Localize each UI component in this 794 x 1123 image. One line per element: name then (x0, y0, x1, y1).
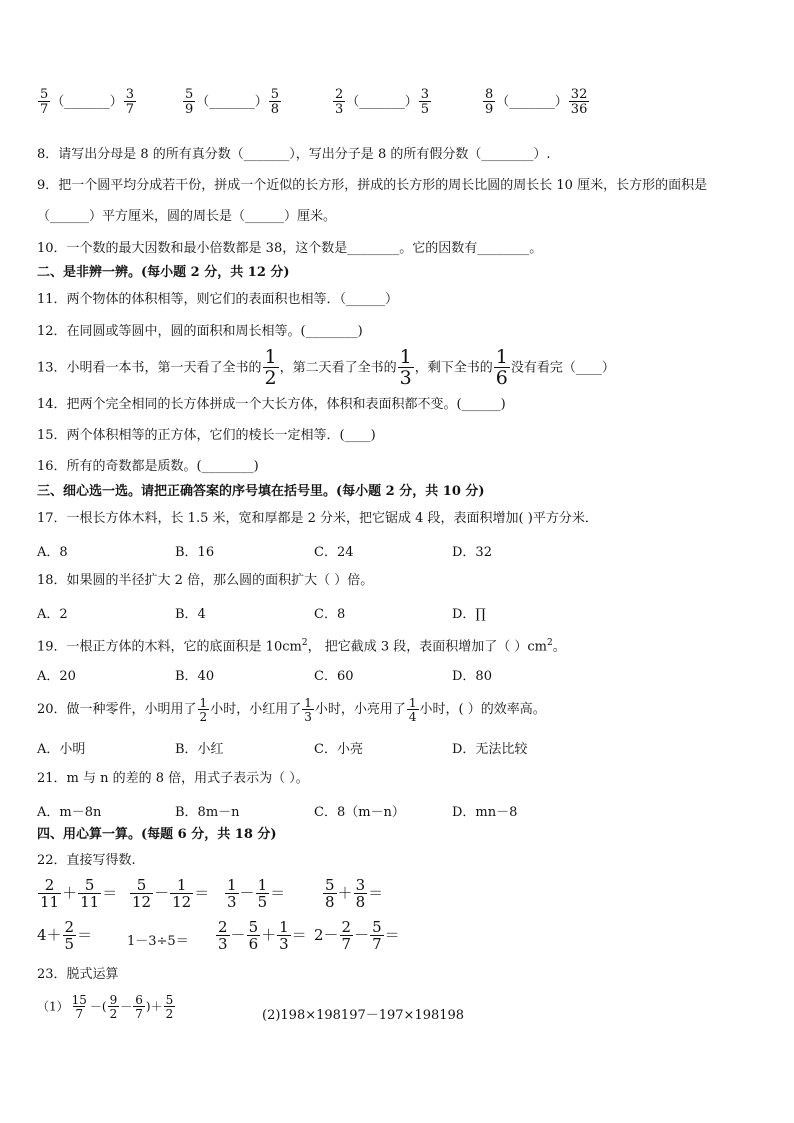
section-3-heading: 三、细心选一选。请把正确答案的序号填在括号里。(每小题 2 分，共 10 分) (37, 484, 485, 499)
option-b[interactable]: B．4 (175, 607, 206, 622)
compare-item-3 (332, 88, 432, 116)
question-15: 15．两个体积相等的正方体，它们的棱长一定相等．(____) (37, 428, 376, 443)
fraction: $\frac{9}{2}$ (109, 993, 118, 1021)
calc-item: 1－3÷5＝ (127, 934, 189, 949)
fraction: $\frac{3}{5}$ (420, 87, 430, 117)
compare-item-2 (182, 88, 282, 116)
fraction: $\frac{32}{36}$ (570, 87, 588, 117)
question-8: 8．请写出分母是 8 的所有真分数（_______），写出分子是 8 的所有假分数（________）. (37, 147, 551, 162)
question-19: 19．一根正方体的木料，它的底面积是 $10cm^2$， 把它截成 3 段，表面积增加了（ ）$cm^2$。 (37, 638, 566, 655)
question-16: 16．所有的奇数都是质数。(________) (37, 459, 259, 474)
option-a[interactable]: A．m－8n (37, 805, 102, 820)
fraction: $\frac{5}{2}$ (165, 993, 174, 1021)
question-23-part-2: (2)198×198197－197×198198 (262, 1008, 465, 1023)
fraction: $\frac{3}{8}$ (355, 876, 366, 911)
fraction: $\frac{1}{3}$ (279, 918, 289, 953)
option-d[interactable]: D．无法比较 (452, 742, 528, 757)
question-17: 17．一根长方体木料，长 1.5 米，宽和厚都是 2 分米，把它锯成 4 段，表面积增加( )平方分米． (37, 511, 598, 526)
blank[interactable]: （_______） (346, 94, 418, 110)
fraction: $\frac{2}{3}$ (218, 918, 228, 953)
option-d[interactable]: D．∏ (452, 607, 486, 622)
fraction: $\frac{5}{6}$ (248, 918, 259, 953)
fraction: $\frac{2}{3}$ (335, 87, 344, 117)
fraction: $\frac{5}{9}$ (185, 87, 194, 117)
question-14: 14．把两个完全相同的长方体拼成一个大长方体，体积和表面积都不变。(______) (37, 397, 506, 412)
fraction: $\frac{5}{8}$ (270, 87, 280, 117)
fraction: $\frac{1}{3}$ (399, 346, 412, 389)
option-c[interactable]: C．60 (314, 669, 354, 684)
fraction: $\frac{2}{5}$ (64, 918, 75, 953)
question-23: 23．脱式运算 (37, 967, 119, 982)
fraction: $\frac{1}{12}$ (172, 876, 192, 911)
option-a[interactable]: A．2 (37, 607, 68, 622)
fraction: $\frac{15}{7}$ (71, 993, 87, 1021)
question-9-line-1: 9．把一个圆平均分成若干份，拼成一个近似的长方形，拼成的长方形的周长比圆的周长长 10 厘米，长方形的面积是 (37, 178, 708, 193)
fraction: $\frac{1}{5}$ (257, 876, 268, 911)
question-11: 11．两个物体的体积相等，则它们的表面积也相等．（______） (37, 292, 399, 307)
fraction: $\frac{2}{11}$ (40, 876, 60, 911)
calc-item: $\frac{2}{3}$ － $\frac{5}{6}$ ＋ $\frac{1}{3}$ ＝ (218, 918, 307, 953)
question-20: 20．做一种零件，小明用了 $\frac{1}{2}$ 小时，小红用了 $\frac{1}{3}$ 小时，小亮用了 $\frac{1}{4}$ 小时，( ）的效率高。 (37, 695, 546, 724)
option-c[interactable]: C．8 (314, 607, 346, 622)
option-d[interactable]: D．32 (452, 545, 492, 560)
fraction: $\frac{5}{7}$ (40, 87, 49, 117)
option-b[interactable]: B．小红 (175, 742, 224, 757)
option-b[interactable]: B．8m－n (175, 805, 240, 820)
fraction: $\frac{3}{7}$ (125, 87, 135, 117)
blank[interactable]: （_______） (196, 94, 268, 110)
question-21: 21．m 与 n 的差的 8 倍，用式子表示为（ ）。 (37, 771, 309, 786)
calc-item: 4＋ $\frac{2}{5}$ ＝ (37, 918, 93, 953)
question-10: 10．一个数的最大因数和最小倍数都是 38，这个数是________。它的因数有________。 (37, 241, 543, 256)
option-c[interactable]: C．小亮 (314, 742, 363, 757)
blank[interactable]: （_______） (51, 94, 123, 110)
option-c[interactable]: C．24 (314, 545, 354, 560)
option-c[interactable]: C．8（m－n） (314, 805, 405, 820)
question-23-part-1: （1） $\frac{15}{7}$ －( $\frac{9}{2}$ － $\frac{6}{7}$ )＋ $\frac{5}{2}$ (37, 993, 174, 1021)
option-d[interactable]: D．mn－8 (452, 805, 518, 820)
calc-item: 2－ $\frac{2}{7}$ － $\frac{5}{7}$ ＝ (314, 918, 400, 953)
option-d[interactable]: D．80 (452, 669, 492, 684)
fraction: $\frac{1}{2}$ (264, 346, 277, 389)
question-13: 13．小明看一本书，第一天看了全书的 $\frac{1}{2}$ ，第二天看了全书的 $\frac{1}{3}$ ，剩下全书的 $\frac{1}{6}$ 没有看完（____） (37, 346, 615, 389)
option-a[interactable]: A．小明 (37, 742, 86, 757)
option-a[interactable]: A．20 (37, 669, 76, 684)
section-4-heading: 四、用心算一算。(每题 6 分，共 18 分) (37, 827, 277, 842)
compare-item-1 (37, 88, 137, 116)
fraction: $\frac{1}{3}$ (227, 876, 237, 911)
section-2-heading: 二、是非辨一辨。(每小题 2 分，共 12 分) (37, 265, 290, 280)
fraction: $\frac{8}{9}$ (485, 87, 494, 117)
fraction: $\frac{1}{2}$ (199, 695, 208, 724)
calc-item: $\frac{2}{11}$ ＋ $\frac{5}{11}$ ＝ (40, 876, 118, 911)
fraction: $\frac{6}{7}$ (135, 993, 143, 1021)
question-9-line-2: （______）平方厘米，圆的周长是（______）厘米。 (37, 209, 337, 224)
compare-item-4 (482, 88, 590, 116)
fraction: $\frac{1}{3}$ (304, 695, 312, 724)
fraction: $\frac{1}{6}$ (495, 346, 508, 389)
calc-item: $\frac{5}{12}$ － $\frac{1}{12}$ ＝ (132, 876, 210, 911)
fraction: $\frac{2}{7}$ (341, 918, 352, 953)
fraction: $\frac{1}{4}$ (408, 695, 417, 724)
question-18: 18．如果圆的半径扩大 2 倍，那么圆的面积扩大（ ）倍。 (37, 573, 374, 588)
fraction: $\frac{5}{8}$ (325, 876, 335, 911)
fraction: $\frac{5}{12}$ (132, 876, 152, 911)
option-a[interactable]: A．8 (37, 545, 68, 560)
option-b[interactable]: B．40 (175, 669, 215, 684)
compare-row (37, 88, 637, 128)
fraction: $\frac{5}{7}$ (372, 918, 382, 953)
option-b[interactable]: B．16 (175, 545, 215, 560)
blank[interactable]: （_______） (496, 94, 568, 110)
question-12: 12．在同圆或等圆中，圆的面积和周长相等。(________) (37, 324, 363, 339)
question-22: 22．直接写得数. (37, 853, 136, 868)
calc-item: $\frac{1}{3}$ － $\frac{1}{5}$ ＝ (227, 876, 286, 911)
calc-item: $\frac{5}{8}$ ＋ $\frac{3}{8}$ ＝ (325, 876, 384, 911)
fraction: $\frac{5}{11}$ (80, 876, 100, 911)
